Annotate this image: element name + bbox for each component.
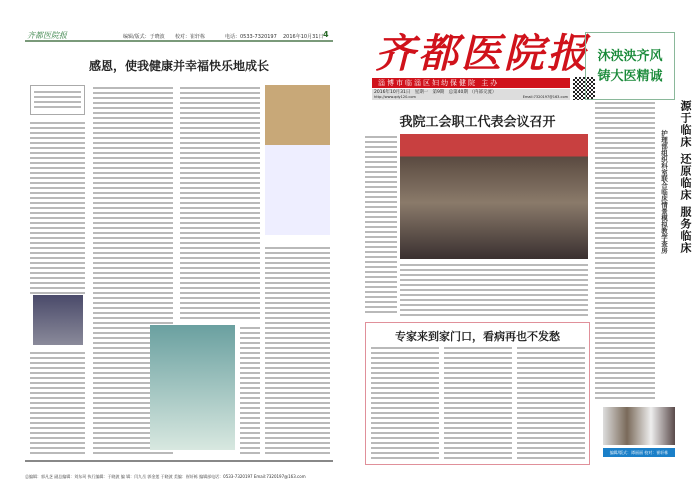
- issue-date: 2016年10月31日: [374, 90, 411, 95]
- side-heading-part: 还原临床: [679, 152, 692, 201]
- left-footer: [25, 460, 333, 482]
- article-column: [30, 120, 85, 295]
- slogan-box: [585, 32, 675, 100]
- article-column: [400, 262, 588, 317]
- slogan-line: 铸大医精诚: [597, 69, 663, 84]
- right-footer-bar: 编辑/版式：谭丽丽 校对：崔轩栋: [603, 448, 675, 457]
- book-photo: [150, 325, 235, 450]
- date: 2016年10月31日: [283, 34, 324, 40]
- letter-photo: [265, 85, 330, 235]
- article-column: [240, 325, 260, 455]
- page-number: 4: [323, 30, 329, 39]
- box-headline: 专家来到家门口，看病再也不发愁: [395, 330, 560, 343]
- masthead-title: 齐都医院报: [375, 30, 590, 77]
- sponsor-bar: 淄博市临淄区妇幼保健院 主办: [372, 78, 570, 88]
- meeting-photo: [400, 134, 588, 259]
- note: （内部交流）: [469, 90, 497, 95]
- side-heading-part: 源于临床: [679, 100, 692, 148]
- issue-info: [372, 89, 570, 100]
- article-column: [180, 85, 260, 320]
- total-issue: 总第40期: [448, 90, 468, 95]
- email-link[interactable]: Email:7320197@163.com: [522, 95, 568, 99]
- footer-credits: 总编辑：郭凡芝 副总编辑：刘东珂 执行编辑：于晓波 编 辑：闫九岳 郭金莲 于晓波 美编：崔轩栋 编辑部电话：0533-7320197 Email:7320197@163.com: [25, 474, 306, 479]
- side-heading: [677, 100, 693, 254]
- article-column: [265, 245, 330, 455]
- phone: 电话：0533-7320197: [225, 34, 277, 40]
- proof-credit: 校对：崔轩栋: [175, 34, 206, 40]
- side-column: [595, 100, 655, 400]
- issue-number: 第9期: [432, 90, 445, 95]
- nurses-photo: [603, 407, 675, 445]
- main-headline: 我院工会职工代表会议召开: [399, 115, 556, 130]
- left-headline: 感恩，使我健康并幸福快乐地成长: [88, 59, 269, 73]
- slogan-line: 沐泱泱齐风: [597, 49, 663, 64]
- left-logo: 齐都医院报: [27, 31, 67, 40]
- side-subheading: 护理部组织科室联合临床情景模拟教学查房: [660, 130, 668, 254]
- pull-quote: [30, 85, 85, 115]
- weekday: 星期一: [414, 90, 429, 95]
- website-link[interactable]: http://www.qdy120.com: [374, 95, 416, 99]
- article-column: [365, 134, 397, 314]
- article-column: [30, 350, 85, 455]
- side-heading-part: 服务临床: [679, 205, 692, 254]
- expert-article-box: [365, 322, 590, 465]
- author-photo: [33, 295, 83, 345]
- editor-credit: 编辑/版式：于晓波: [123, 34, 165, 40]
- left-page-header: [25, 30, 333, 42]
